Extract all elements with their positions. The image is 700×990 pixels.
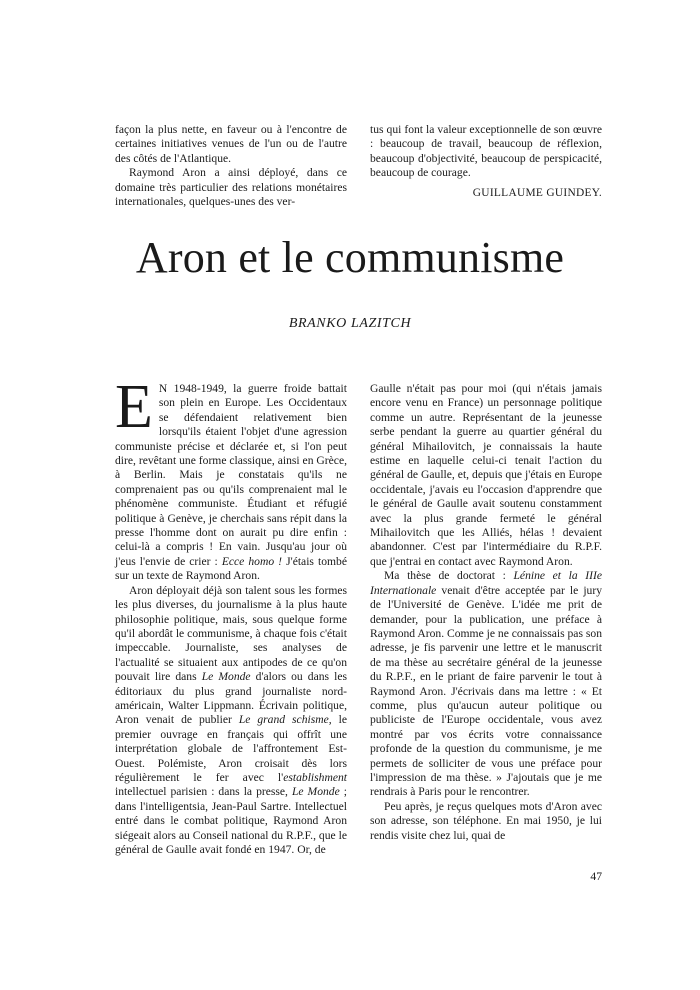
paragraph: façon la plus nette, en faveur ou à l'encontre de certaines initiatives venues de l'un ou de l'autre des côtés de l'Atlantique.: [115, 123, 347, 165]
paragraph: tus qui font la valeur exceptionnelle de son œuvre : beaucoup de travail, beaucoup de réflexion, beaucoup d'objectivité, beaucoup de perspicacité, beaucoup de courage.: [370, 123, 602, 180]
paragraph: Peu après, je reçus quelques mots d'Aron avec son adresse, son téléphone. En mai 1950, je lui rendis visite chez lui, quai de: [370, 799, 602, 842]
text-run: d'alors ou dans les éditoriaux du plus grand journaliste nord-américain, Walter Lippmann. Écrivain politique, Aron venait de publier: [115, 670, 347, 727]
article-title: Aron et le communisme: [135, 233, 565, 282]
text-run: Aron déployait déjà son talent sous les formes les plus diverses, du journalisme à la plus haute philosophie politique, mais, sous quelque forme qu'il abordât le communisme, à chaque fois c'était impeccable. Journaliste, ses analyses de l'actualité se situaient aux antipodes de ce qu'on pouvait lire dans: [115, 583, 347, 684]
drop-cap: E: [115, 373, 153, 441]
text-run: Ma thèse de doctorat :: [384, 569, 506, 583]
previous-article-left-column: [115, 123, 347, 209]
italic-text: Le grand schisme,: [238, 713, 332, 727]
page-number: 47: [590, 870, 602, 883]
italic-text: establishment: [283, 770, 347, 784]
text-run: N 1948-1949, la guerre froide battait son plein en Europe. Les Occidentaux se défendaient relativement bien lorsqu'ils étaient l'objet d'une agression communiste précise et déclarée et, si l'on peut dire, revêtant une forme classique, ainsi en Grèce, à Berlin. Mais je constatais qu'ils ne comprenaient pas ou qu'ils comprenaient mal le phénomène communiste. Étudiant et réfugié politique à Genève, je cherchais sans répit dans la presse l'homme dont on aurait pu dire enfin : celui-là a compris ! En vain. Jusqu'au jour où j'eus l'envie de crier :: [115, 382, 347, 568]
italic-text: Lénine et la IIIe Internationale: [370, 569, 602, 597]
article-author: BRANKO LAZITCH: [288, 316, 412, 331]
paragraph: [115, 373, 347, 584]
article-left-column: [115, 373, 347, 857]
paragraph: Gaulle n'était pas pour moi (qui n'étais jamais encore venu en France) un personnage politique comme un autre. Représentant de la jeunesse serbe pendant la guerre au quartier général du général Mihailovitch, je connaissais la haute estime en laquelle celui-ci tenait l'action du général de Gaulle, et, depuis que j'étais en Europe occidentale, j'avais eu l'occasion d'apprendre que le général de Gaulle avait soutenu constamment avec la plus grande fermeté le général Mihailovitch que les Alliés, hélas ! devaient abandonner. C'est par l'intermédiaire du R.P.F. que j'entrai en contact avec Raymond Aron.: [370, 382, 602, 568]
text-run: le premier ouvrage en français qui offrît une interprétation globale de l'affrontement Est-Ouest. Polémiste, Aron croisait dès lors régulièrement le fer avec l': [115, 713, 347, 784]
text-run: J'étais tombé sur un texte de Raymond Aron.: [115, 554, 347, 583]
italic-text: Ecce homo !: [221, 554, 283, 568]
text-run: intellectuel parisien : dans la presse,: [115, 785, 288, 799]
article-right-column: [370, 382, 602, 843]
paragraph: Raymond Aron a ainsi déployé, dans ce domaine très particulier des relations monétaires internationales, quelques-unes des ver-: [115, 166, 347, 209]
paragraph: [370, 569, 602, 800]
text-run: ; dans l'intelligentsia, Jean-Paul Sartre. Intellectuel entré dans le combat politique, Raymond Aron siégeait alors au Conseil national du R.P.F., que le général de Gaulle avait fondé en 1947. Or, de: [115, 785, 347, 856]
signature: GUILLAUME GUINDEY.: [472, 186, 602, 199]
italic-text: Le Monde: [201, 670, 251, 684]
text-run: venait d'être acceptée par le jury de l'Université de Genève. L'idée me prit de demander, pour la publication, une préface à Raymond Aron. Comme je ne connaissais pas son adresse, je fis parvenir une lettre et le manuscrit de ma thèse au secrétaire général de la jeunesse du R.P.F., en le priant de faire parvenir le tout à Raymond Aron. J'écrivais dans ma lettre : « Et comme, plus qu'aucun auteur politique ou publiciste de l'Europe occidentale, vous avez montré par vos écrits votre connaissance profonde de la question du communisme, je me permets de solliciter de vous une préface pour l'impression de ma thèse. » J'ajoutais que je me rendrais à Paris pour le rencontrer.: [370, 583, 602, 799]
previous-article-right-column: [370, 123, 602, 200]
paragraph: [115, 584, 347, 858]
italic-text: Le Monde: [291, 785, 340, 799]
